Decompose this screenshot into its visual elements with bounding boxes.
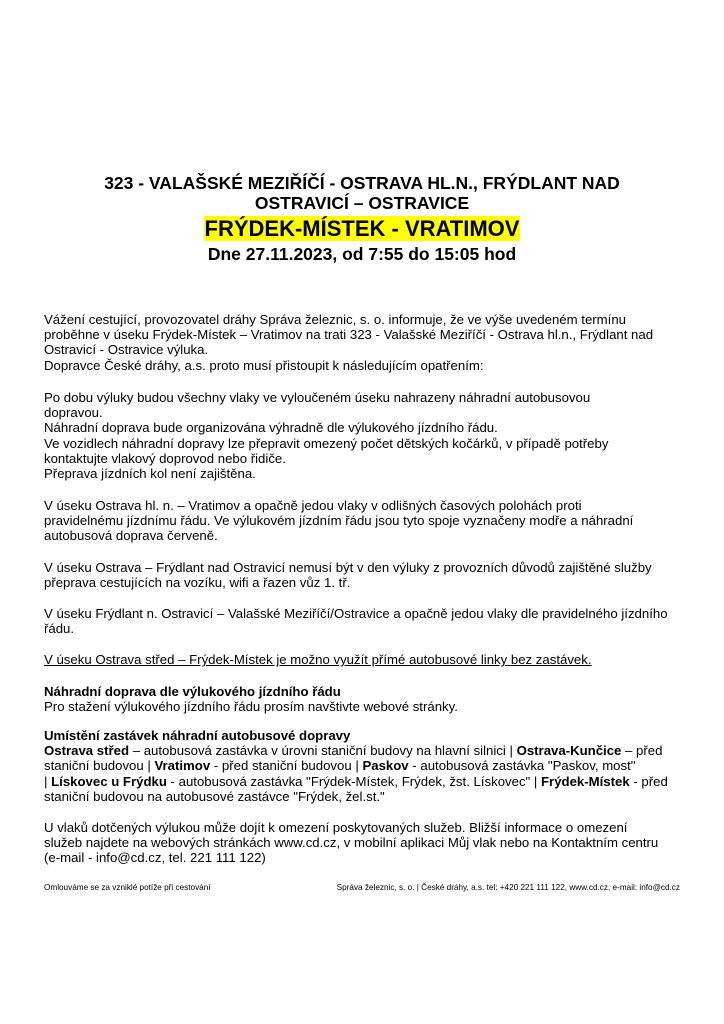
measures-line: Po dobu výluky budou všechny vlaky ve vyloučeném úseku nahrazeny náhradní autobusovou (44, 390, 591, 405)
intro-line: Ostravicí - Ostravice výluka. (44, 342, 209, 358)
stop-desc: - před (629, 773, 668, 789)
measures-paragraph (44, 390, 694, 481)
ostrava-frydlant-paragraph (44, 560, 694, 590)
ostrava-vratimov-paragraph (44, 498, 694, 544)
measures-line: Přeprava jízdních kol není zajištěna. (44, 466, 256, 482)
title-line-2: OSTRAVICÍ – OSTRAVICE (254, 193, 470, 213)
info-paragraph (44, 820, 694, 866)
timetable-text: Pro stažení výlukového jízdního řádu prosím navštivte webové stránky. (44, 699, 458, 715)
measures-line: Ve vozidlech náhradní dopravy lze přepravit omezený počet dětských kočárků, v případě potřeby (44, 435, 609, 451)
stop-name-frydek-mistek: Frýdek-Místek (541, 773, 630, 789)
stops-heading: Umístění zastávek náhradní autobusové dopravy (44, 728, 351, 743)
paragraph-line: pravidelnému jízdnímu řádu. Ve výlukovém jízdním řádu jsou tyto spoje vyznačeny modře a náhradní (44, 513, 634, 529)
paragraph-line: V úseku Ostrava – Frýdlant nad Ostravicí nemusí být v den výluky z provozních důvodů zajištěné služby (44, 560, 652, 575)
footer-contacts: Správa železnic, s. o. | České dráhy, a.s. tel: +420 221 111 122, www.cd.cz, e-mail: info@cd.cz (336, 883, 680, 892)
intro-line: proběhne v úseku Frýdek-Místek – Vratimov na trati 323 - Valašské Meziříčí - Ostrava hl.n., Frýdlant nad (44, 327, 654, 343)
date-line: Dne 27.11.2023, od 7:55 do 15:05 hod (207, 244, 517, 264)
stop-desc: - autobusová zastávka "Frýdek-Místek, Frýdek, žst. Lískovec" | (166, 773, 541, 789)
paragraph-line: přeprava cestujících na vozíku, wifi a řazen vůz 1. tř. (44, 575, 351, 591)
stop-desc: – před (621, 743, 663, 759)
stop-name-paskov: Paskov (362, 758, 409, 774)
footer-apology: Omlouváme se za vzniklé potíže při cestování (44, 883, 211, 892)
paragraph-line: řádu. (44, 621, 75, 637)
bus-lines-paragraph (44, 652, 694, 667)
stop-name-vratimov: Vratimov (154, 758, 211, 774)
intro-paragraph (44, 312, 694, 373)
timetable-heading: Náhradní doprava dle výlukového jízdního řádu (44, 684, 341, 699)
stop-desc: - před staniční budovou | (210, 758, 363, 774)
bus-lines-note: V úseku Ostrava střed – Frýdek-Místek je možno využít přímé autobusové linky bez zastávek. (44, 652, 592, 667)
stops-line (44, 758, 694, 773)
stop-desc: staniční budovou na autobusové zastávce "Frýdek, žel.st." (44, 788, 385, 804)
measures-line: kontaktujte vlakový doprovod nebo řidiče. (44, 450, 286, 466)
stop-desc: staniční budovou | (44, 758, 155, 774)
stops-section (44, 728, 694, 804)
info-line: (e-mail - info@cd.cz, tel. 221 111 122) (44, 850, 266, 866)
section-title-highlighted: FRÝDEK-MÍSTEK - VRATIMOV (204, 216, 520, 241)
stop-desc: – autobusová zastávka v úrovni staniční budovy na hlavní silnici | (129, 743, 517, 759)
frydlant-valasske-paragraph (44, 606, 694, 636)
section-title-wrapper (0, 216, 724, 241)
info-line: služeb najdete na webových stránkách www.cd.cz, v mobilní aplikaci Můj vlak nebo na Kontaktním centru (44, 835, 659, 851)
stops-line (44, 774, 694, 789)
timetable-section (44, 684, 694, 714)
paragraph-line: V úseku Ostrava hl. n. – Vratimov a opačně jedou vlaky v odlišných časových polohách proti (44, 498, 582, 513)
measures-line: Náhradní doprava bude organizována výhradně dle výlukového jízdního řádu. (44, 420, 498, 436)
stop-name-liskovec: Lískovec u Frýdku (51, 773, 167, 789)
info-line: U vlaků dotčených výlukou může dojít k omezení poskytovaných služeb. Bližší informace o omezení (44, 820, 628, 835)
stop-separator: | (44, 773, 52, 789)
stops-line (44, 789, 694, 804)
intro-line: Dopravce České dráhy, a.s. proto musí přistoupit k následujícím opatřením: (44, 357, 484, 373)
intro-line: Vážení cestující, provozovatel dráhy Správa železnic, s. o. informuje, že ve výše uvedeném termínu (44, 312, 626, 327)
paragraph-line: autobusová doprava červeně. (44, 528, 218, 544)
stops-line (44, 743, 694, 758)
stop-name-ostrava-kuncice: Ostrava-Kunčice (516, 743, 622, 759)
paragraph-line: V úseku Frýdlant n. Ostravicí – Valašské Meziříčí/Ostravice a opačně jedou vlaky dle pravidelného jízdního (44, 606, 668, 621)
title-line-1: 323 - VALAŠSKÉ MEZIŘÍČÍ - OSTRAVA HL.N., FRÝDLANT NAD (104, 173, 620, 193)
measures-line: dopravou. (44, 405, 103, 421)
stop-desc: - autobusová zastávka "Paskov, most" (408, 758, 636, 774)
stop-name-ostrava-stred: Ostrava střed (44, 743, 130, 759)
